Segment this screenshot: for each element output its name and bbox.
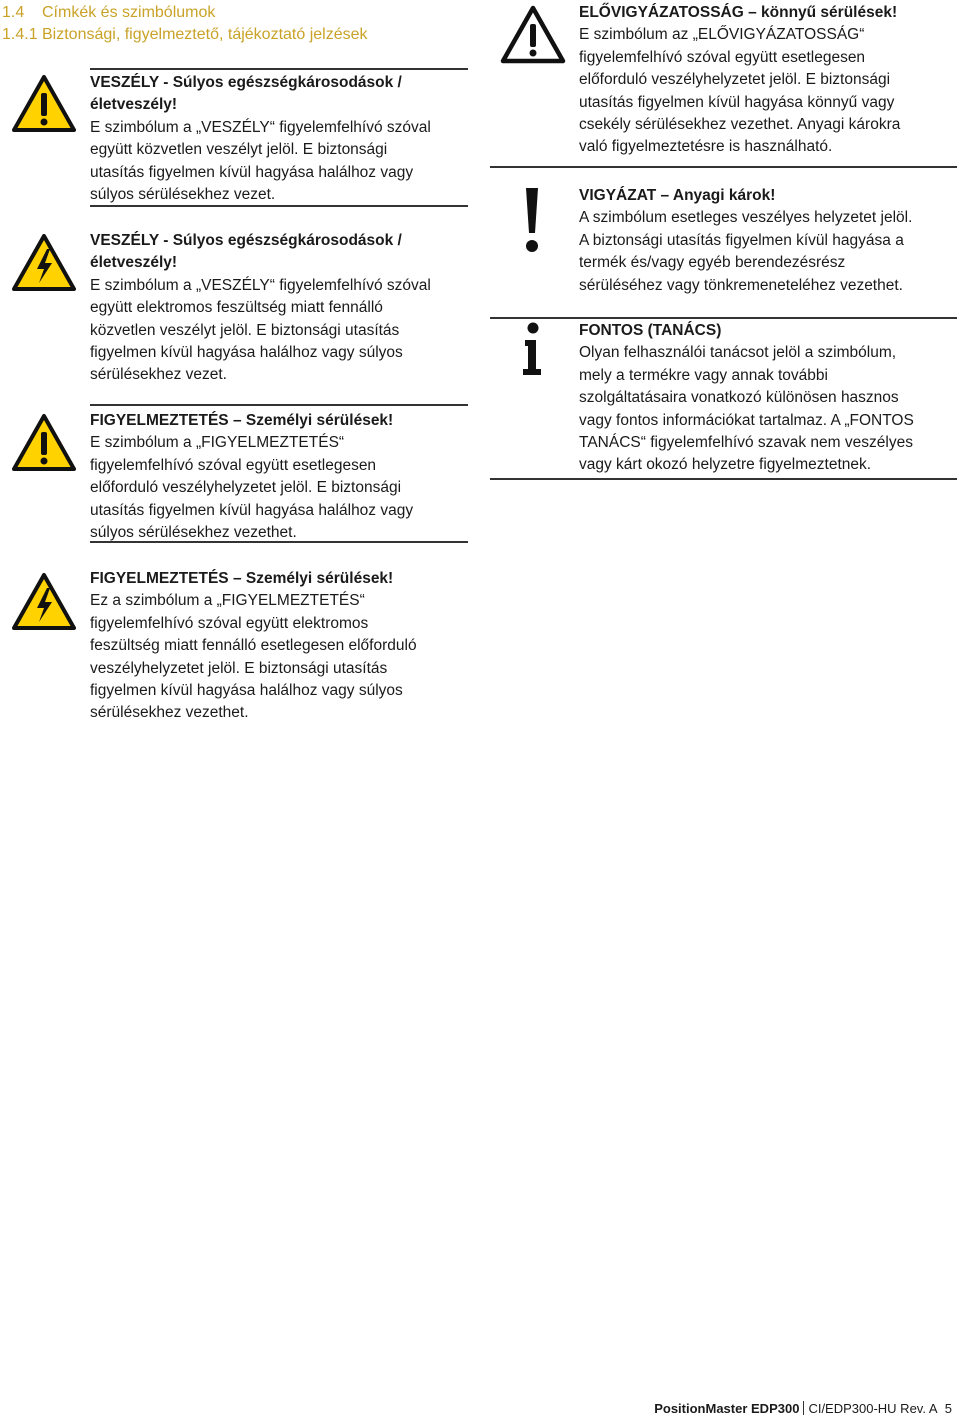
notice-title: FONTOS (TANÁCS)	[579, 322, 722, 339]
caution-outline-triangle-icon	[500, 4, 566, 64]
notice-title: ELŐVIGYÁZATOSSÁG – könnyű sérülések!	[579, 4, 898, 21]
danger-warning-icon	[12, 74, 76, 132]
notice-line: előforduló veszélyhelyzetet jelöl. E biztonsági	[90, 479, 402, 497]
notice-line: utasítás figyelmen kívül hagyása halálhoz vagy	[90, 163, 414, 181]
electrical-danger-notice	[90, 230, 431, 387]
danger-notice	[90, 72, 431, 206]
notice-line: figyelmen kívül hagyása halálhoz vagy súlyos	[90, 344, 403, 362]
notice-line: figyelemfelhívó szóval együtt esetlegesen	[579, 48, 866, 66]
section-heading: 1.4 Címkék és szimbólumok	[2, 4, 216, 21]
footer-product: PositionMaster EDP300	[654, 1401, 800, 1416]
notice-line: együtt közvetlen veszélyt jelöl. E biztonsági	[90, 141, 388, 159]
notice-title-cont: életveszély!	[90, 254, 178, 272]
notice-line: súlyos sérülésekhez vezet.	[90, 186, 276, 204]
page-number: 5	[944, 1401, 952, 1416]
notice-line: Olyan felhasználói tanácsot jelöl a szimbólum,	[579, 344, 897, 362]
notice-line: közvetlen veszélyt jelöl. E biztonsági utasítás	[90, 321, 400, 339]
warning-notice	[90, 410, 413, 544]
notice-line: utasítás figyelmen kívül hagyása halálhoz vagy	[90, 501, 414, 519]
notice-line: sérülésekhez vezet.	[90, 366, 227, 384]
notice-line: utasítás figyelmen kívül hagyása könnyű vagy	[579, 93, 895, 111]
notice-line: Ez a szimbólum a „FIGYELMEZTETÉS“	[90, 592, 365, 610]
notice-line: figyelmen kívül hagyása halálhoz vagy súlyos	[90, 682, 403, 700]
notice-line: A szimbólum esetleges veszélyes helyzetet jelöl.	[579, 209, 913, 227]
notice-line: TANÁCS“ figyelemfelhívó szavak nem veszélyes	[579, 434, 913, 452]
notice-line: szolgáltatásaira vonatkozó különösen hasznos	[579, 389, 899, 407]
footer-doc-id: CI/EDP300-HU Rev. A	[808, 1401, 938, 1416]
important-tip-notice	[579, 320, 914, 477]
notice-line: termék és/vagy egyéb berendezésrész	[579, 254, 846, 272]
footer-separator	[803, 1401, 804, 1415]
info-icon	[521, 322, 543, 376]
notice-title: FIGYELMEZTETÉS – Személyi sérülések!	[90, 570, 394, 587]
caution-notice	[579, 2, 900, 159]
divider	[490, 478, 957, 480]
notice-line: E szimbólum a „VESZÉLY“ figyelemfelhívó szóval	[90, 276, 431, 294]
divider	[90, 541, 468, 543]
divider	[90, 205, 468, 207]
electrical-warning-notice	[90, 568, 417, 725]
notice-line: A biztonsági utasítás figyelmen kívül hagyása a	[579, 231, 904, 249]
notice-line: súlyos sérülésekhez vezethet.	[90, 524, 297, 542]
divider	[90, 404, 468, 406]
notice-line: E szimbólum a „VESZÉLY“ figyelemfelhívó szóval	[90, 118, 431, 136]
notice-title: VIGYÁZAT – Anyagi károk!	[579, 187, 776, 204]
notice-line: sérülésekhez vezethet.	[90, 704, 249, 722]
divider	[490, 317, 957, 319]
material-damage-notice	[579, 185, 912, 297]
notice-line: E szimbólum az „ELŐVIGYÁZATOSSÁG“	[579, 26, 865, 44]
exclamation-icon	[525, 188, 539, 254]
notice-title: FIGYELMEZTETÉS – Személyi sérülések!	[90, 412, 394, 429]
notice-line: csekély sérülésekhez vezethet. Anyagi károkra	[579, 116, 901, 134]
notice-line: előforduló veszélyhelyzetet jelöl. E biztonsági	[579, 71, 891, 89]
page-footer	[654, 1401, 952, 1417]
notice-line: figyelemfelhívó szóval együtt elektromos	[90, 614, 369, 632]
notice-line: együtt elektromos feszültség miatt fennálló	[90, 299, 383, 317]
notice-line: való figyelmeztetésre is használható.	[579, 138, 833, 156]
warning-triangle-icon	[12, 413, 76, 471]
notice-line: veszélyhelyzetet jelöl. E biztonsági utasítás	[90, 659, 388, 677]
notice-line: vagy kárt okozó helyzetre figyelmeztetnek.	[579, 456, 872, 474]
notice-line: sérüléséhez vagy tönkremeneteléhez vezethet.	[579, 276, 903, 294]
notice-title-cont: életveszély!	[90, 96, 178, 114]
electrical-hazard-icon	[12, 233, 76, 291]
notice-line: E szimbólum a „FIGYELMEZTETÉS“	[90, 434, 345, 452]
notice-title: VESZÉLY - Súlyos egészségkárosodások /	[90, 74, 402, 91]
divider	[90, 68, 468, 70]
notice-title: VESZÉLY - Súlyos egészségkárosodások /	[90, 232, 402, 249]
notice-line: vagy fontos információkat tartalmaz. A „FONTOS	[579, 411, 914, 429]
divider	[490, 166, 957, 168]
notice-line: feszültség miatt fennálló esetlegesen előforduló	[90, 637, 417, 655]
notice-line: mely a termékre vagy annak további	[579, 366, 828, 384]
electrical-warning-icon	[12, 572, 76, 630]
subsection-heading: 1.4.1 Biztonsági, figyelmeztető, tájékoztató jelzések	[2, 26, 368, 43]
notice-line: figyelemfelhívó szóval együtt esetlegesen	[90, 456, 377, 474]
